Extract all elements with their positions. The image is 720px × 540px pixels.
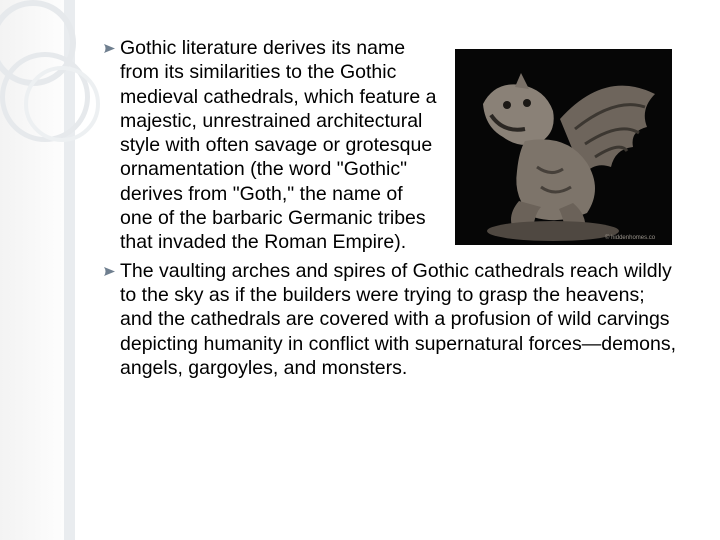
bullet-text: Gothic literature derives its name from its similarities to the Gothic medieval cathedrals, which feature a majestic, unrestrained architectural style with often savage or grotesque ornamentation (the word "Gothic" derives from "Goth," the name of one of the barbaric Germanic tribes that invaded the Roman Empire). [120, 37, 437, 254]
bullet-text: The vaulting arches and spires of Gothic cathedrals reach wildly to the sky as if the builders were trying to grasp the heavens; and the cathedrals are covered with a profusion of wild carvings depicting humanity in conflict with supernatural forces—demons, angels, gargoyles, and monsters. [120, 259, 677, 379]
bullet-icon [103, 265, 116, 278]
slide-content [100, 36, 680, 380]
image-watermark: © hiddenhomes.co [605, 235, 656, 241]
decorative-ring [24, 66, 100, 142]
bullet-item [100, 36, 680, 255]
bullet-item [100, 259, 680, 380]
bullet-icon [103, 42, 116, 55]
gargoyle-image [455, 49, 672, 245]
gargoyle-icon [455, 49, 672, 245]
